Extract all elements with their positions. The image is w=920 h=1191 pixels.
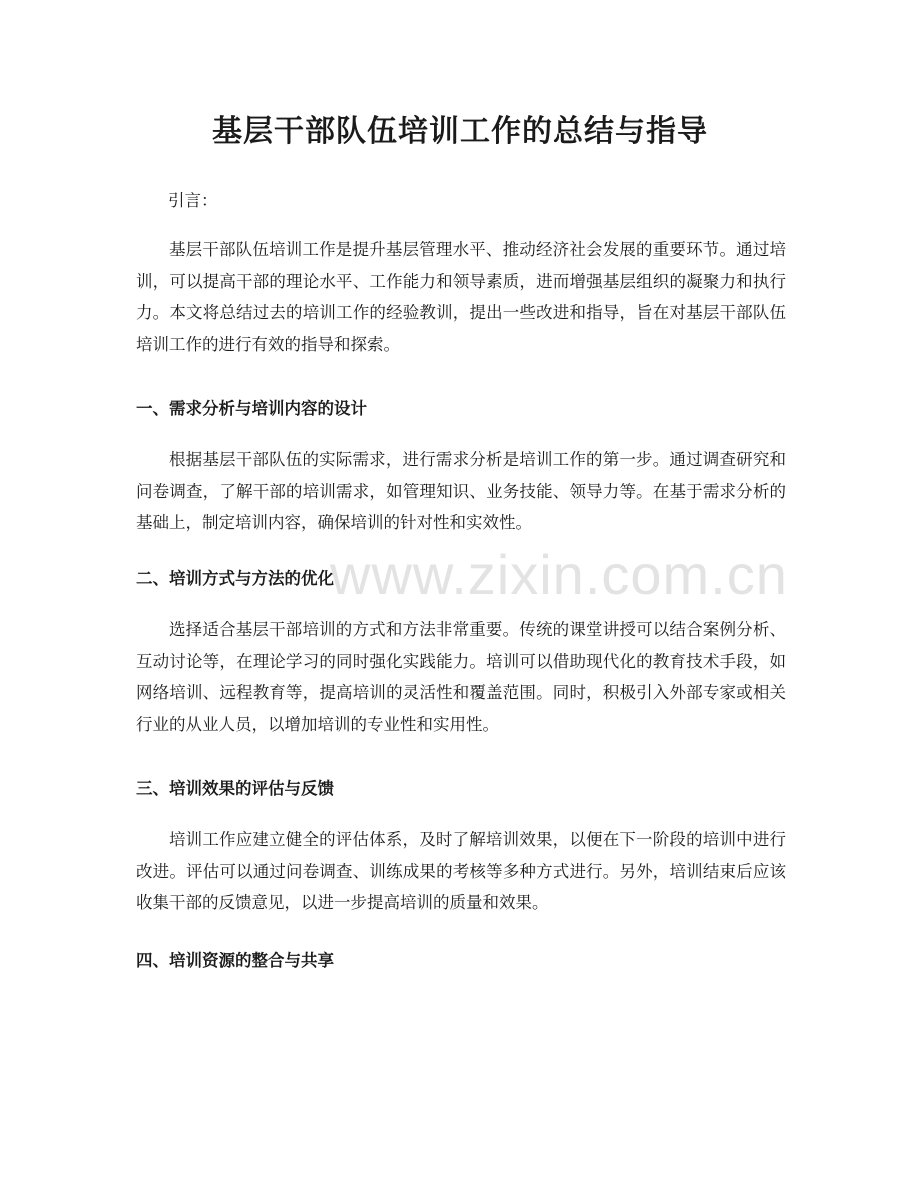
section-heading-4: 四、培训资源的整合与共享: [136, 951, 334, 970]
section-heading-3: 三、培训效果的评估与反馈: [136, 779, 334, 798]
section-paragraph-1: 根据基层干部队伍的实际需求，进行需求分析是培训工作的第一步。通过调查研究和问卷调查，了解干部的培训需求，如管理知识、业务技能、领导力等。在基于需求分析的基础上，制定培训内容，确保培训的针对性和实效性。: [136, 450, 786, 532]
watermark: www.zixin.com.cn: [330, 543, 788, 606]
section-paragraph-2: 选择适合基层干部培训的方式和方法非常重要。传统的课堂讲授可以结合案例分析、互动讨论等，在理论学习的同时强化实践能力。培训可以借助现代化的教育技术手段，如网络培训、远程教育等，提高培训的灵活性和覆盖范围。同时，积极引入外部专家或相关行业的从业人员，以增加培训的专业性和实用性。: [136, 620, 786, 734]
intro-label: 引言：: [168, 191, 218, 210]
section-paragraph-3: 培训工作应建立健全的评估体系，及时了解培训效果，以便在下一阶段的培训中进行改进。评估可以通过问卷调查、训练成果的考核等多种方式进行。另外，培训结束后应该收集干部的反馈意见，以进一步提高培训的质量和效果。: [136, 830, 786, 912]
document-title: 基层干部队伍培训工作的总结与指导: [212, 114, 708, 149]
section-heading-2: 二、培训方式与方法的优化: [136, 569, 334, 588]
section-heading-1: 一、需求分析与培训内容的设计: [136, 399, 367, 418]
intro-paragraph: 基层干部队伍培训工作是提升基层管理水平、推动经济社会发展的重要环节。通过培训，可以提高干部的理论水平、工作能力和领导素质，进而增强基层组织的凝聚力和执行力。本文将总结过去的培训工作的经验教训，提出一些改进和指导，旨在对基层干部队伍培训工作的进行有效的指导和探索。: [136, 240, 786, 354]
